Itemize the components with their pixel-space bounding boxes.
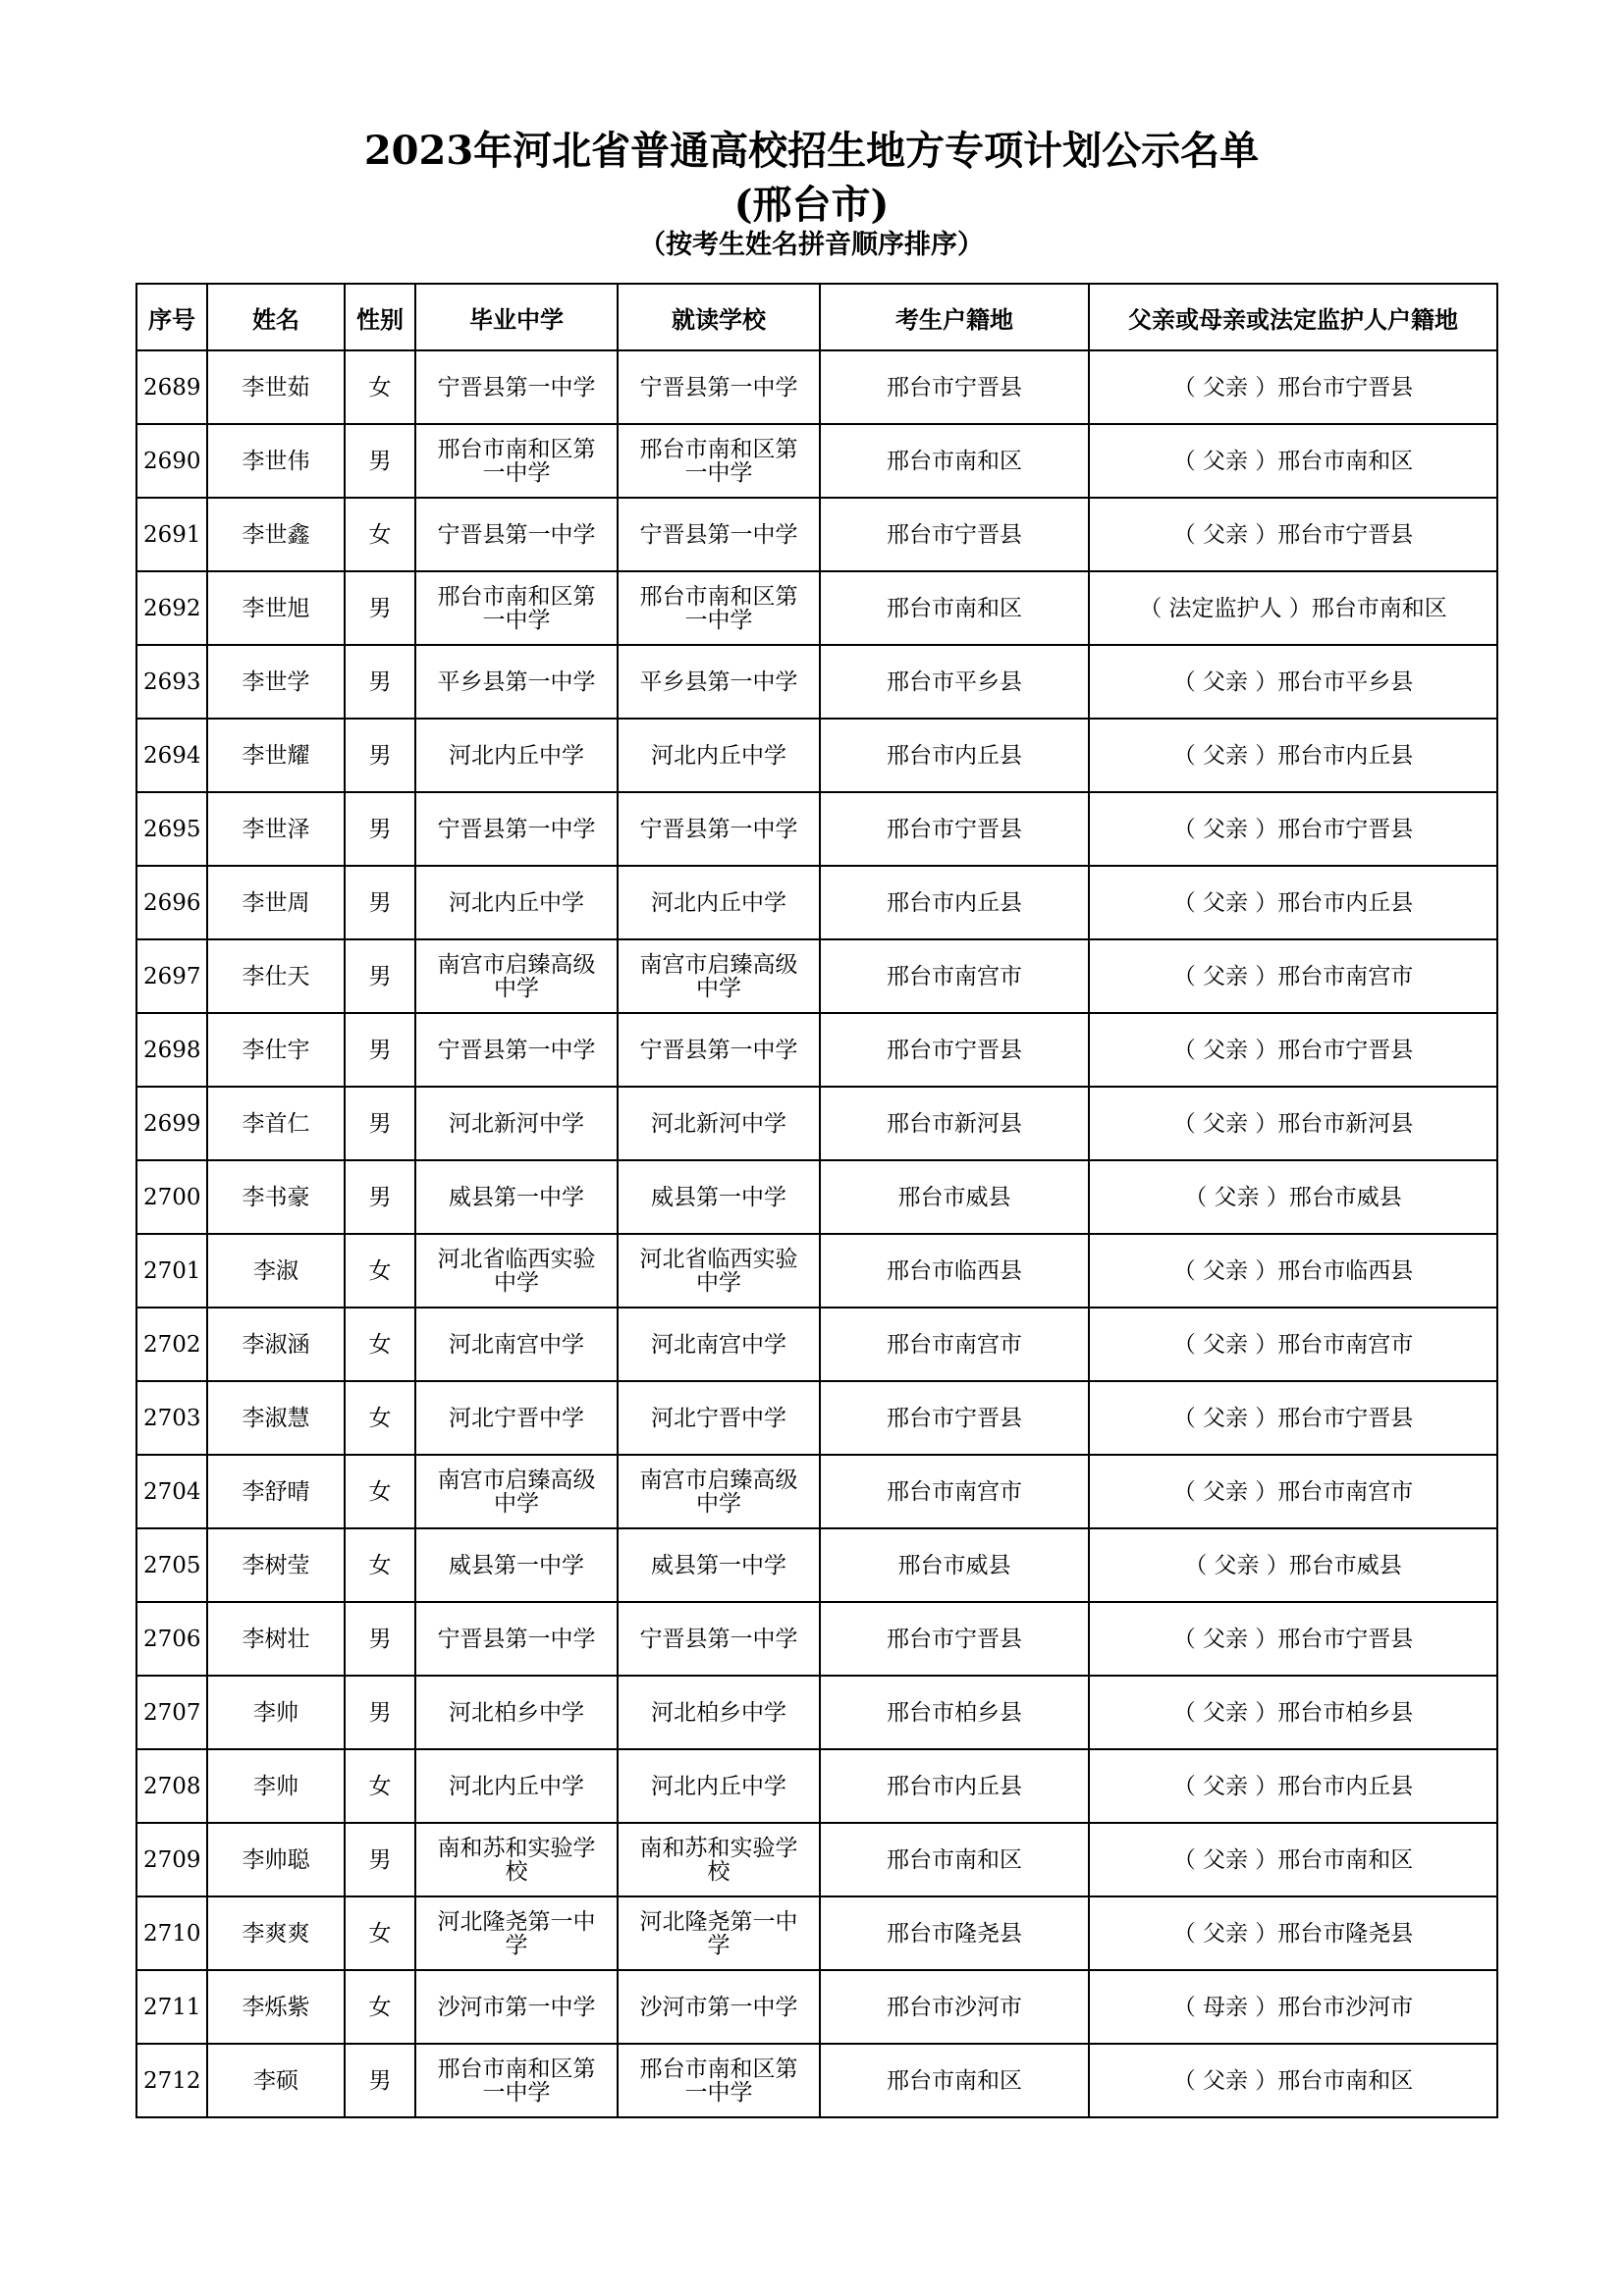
cell-household: 邢台市内丘县 xyxy=(820,866,1089,939)
cell-gender: 男 xyxy=(345,1823,415,1896)
cell-index: 2697 xyxy=(136,939,207,1013)
cell-household: 邢台市南宫市 xyxy=(820,939,1089,1013)
cell-graduated-school: 河北内丘中学 xyxy=(415,1749,618,1823)
cell-name: 李书豪 xyxy=(207,1160,345,1234)
sort-note: （按考生姓名拼音顺序排序） xyxy=(639,230,984,260)
cell-graduated-school: 平乡县第一中学 xyxy=(415,645,618,719)
cell-index: 2700 xyxy=(136,1160,207,1234)
cell-gender: 女 xyxy=(345,1528,415,1602)
col-header-gender: 性别 xyxy=(345,284,415,350)
cell-guardian-household: （ 法定监护人 ）邢台市南和区 xyxy=(1089,571,1497,645)
cell-index: 2694 xyxy=(136,719,207,792)
cell-gender: 男 xyxy=(345,719,415,792)
cell-graduated-school: 宁晋县第一中学 xyxy=(415,792,618,866)
cell-graduated-school: 南和苏和实验学校 xyxy=(415,1823,618,1896)
cell-household: 邢台市宁晋县 xyxy=(820,498,1089,571)
cell-current-school: 河北南宫中学 xyxy=(618,1308,820,1381)
table-row xyxy=(136,1749,1497,1823)
table-row xyxy=(136,792,1497,866)
cell-guardian-household: （ 父亲 ）邢台市内丘县 xyxy=(1089,866,1497,939)
cell-graduated-school: 河北南宫中学 xyxy=(415,1308,618,1381)
cell-index: 2699 xyxy=(136,1087,207,1160)
cell-current-school: 宁晋县第一中学 xyxy=(618,1602,820,1676)
cell-graduated-school: 河北内丘中学 xyxy=(415,719,618,792)
cell-index: 2708 xyxy=(136,1749,207,1823)
cell-name: 李硕 xyxy=(207,2044,345,2117)
cell-name: 李淑 xyxy=(207,1234,345,1308)
cell-index: 2696 xyxy=(136,866,207,939)
cell-household: 邢台市沙河市 xyxy=(820,1970,1089,2044)
cell-gender: 女 xyxy=(345,1234,415,1308)
cell-household: 邢台市宁晋县 xyxy=(820,1013,1089,1087)
cell-gender: 男 xyxy=(345,645,415,719)
cell-guardian-household: （ 父亲 ）邢台市宁晋县 xyxy=(1089,1013,1497,1087)
cell-graduated-school: 邢台市南和区第一中学 xyxy=(415,2044,618,2117)
cell-name: 李世周 xyxy=(207,866,345,939)
cell-guardian-household: （ 父亲 ）邢台市内丘县 xyxy=(1089,719,1497,792)
cell-graduated-school: 威县第一中学 xyxy=(415,1528,618,1602)
cell-name: 李世旭 xyxy=(207,571,345,645)
cell-index: 2705 xyxy=(136,1528,207,1602)
cell-household: 邢台市南宫市 xyxy=(820,1455,1089,1528)
cell-current-school: 邢台市南和区第一中学 xyxy=(618,571,820,645)
table-row xyxy=(136,2044,1497,2117)
cell-graduated-school: 南宫市启臻高级中学 xyxy=(415,939,618,1013)
cell-graduated-school: 宁晋县第一中学 xyxy=(415,350,618,424)
cell-guardian-household: （ 母亲 ）邢台市沙河市 xyxy=(1089,1970,1497,2044)
table-row xyxy=(136,1308,1497,1381)
cell-index: 2702 xyxy=(136,1308,207,1381)
table-row xyxy=(136,1381,1497,1455)
cell-household: 邢台市平乡县 xyxy=(820,645,1089,719)
cell-index: 2689 xyxy=(136,350,207,424)
cell-current-school: 邢台市南和区第一中学 xyxy=(618,424,820,498)
cell-guardian-household: （ 父亲 ）邢台市宁晋县 xyxy=(1089,498,1497,571)
cell-household: 邢台市新河县 xyxy=(820,1087,1089,1160)
table-row xyxy=(136,1234,1497,1308)
cell-current-school: 南宫市启臻高级中学 xyxy=(618,939,820,1013)
cell-graduated-school: 南宫市启臻高级中学 xyxy=(415,1455,618,1528)
cell-current-school: 河北内丘中学 xyxy=(618,866,820,939)
cell-household: 邢台市宁晋县 xyxy=(820,1381,1089,1455)
cell-graduated-school: 沙河市第一中学 xyxy=(415,1970,618,2044)
table-row xyxy=(136,1823,1497,1896)
cell-graduated-school: 威县第一中学 xyxy=(415,1160,618,1234)
cell-gender: 女 xyxy=(345,498,415,571)
cell-name: 李世鑫 xyxy=(207,498,345,571)
cell-current-school: 邢台市南和区第一中学 xyxy=(618,2044,820,2117)
cell-household: 邢台市临西县 xyxy=(820,1234,1089,1308)
cell-name: 李淑涵 xyxy=(207,1308,345,1381)
cell-index: 2690 xyxy=(136,424,207,498)
cell-household: 邢台市内丘县 xyxy=(820,719,1089,792)
col-header-current-school: 就读学校 xyxy=(618,284,820,350)
cell-name: 李淑慧 xyxy=(207,1381,345,1455)
cell-index: 2712 xyxy=(136,2044,207,2117)
cell-guardian-household: （ 父亲 ）邢台市宁晋县 xyxy=(1089,1602,1497,1676)
cell-household: 邢台市威县 xyxy=(820,1528,1089,1602)
cell-household: 邢台市柏乡县 xyxy=(820,1676,1089,1749)
cell-current-school: 河北柏乡中学 xyxy=(618,1676,820,1749)
cell-guardian-household: （ 父亲 ）邢台市南宫市 xyxy=(1089,1308,1497,1381)
table-row xyxy=(136,498,1497,571)
table-row xyxy=(136,1160,1497,1234)
table-row xyxy=(136,1602,1497,1676)
cell-current-school: 宁晋县第一中学 xyxy=(618,498,820,571)
cell-gender: 男 xyxy=(345,2044,415,2117)
cell-index: 2709 xyxy=(136,1823,207,1896)
cell-index: 2691 xyxy=(136,498,207,571)
col-header-name: 姓名 xyxy=(207,284,345,350)
cell-guardian-household: （ 父亲 ）邢台市柏乡县 xyxy=(1089,1676,1497,1749)
cell-graduated-school: 宁晋县第一中学 xyxy=(415,1602,618,1676)
cell-household: 邢台市南和区 xyxy=(820,424,1089,498)
cell-gender: 男 xyxy=(345,1087,415,1160)
cell-name: 李烁紫 xyxy=(207,1970,345,2044)
cell-gender: 男 xyxy=(345,571,415,645)
cell-name: 李世伟 xyxy=(207,424,345,498)
table-row xyxy=(136,424,1497,498)
cell-current-school: 河北内丘中学 xyxy=(618,719,820,792)
cell-name: 李帅聪 xyxy=(207,1823,345,1896)
roster-table xyxy=(135,283,1498,2118)
cell-guardian-household: （ 父亲 ）邢台市宁晋县 xyxy=(1089,792,1497,866)
table-row xyxy=(136,1528,1497,1602)
cell-household: 邢台市内丘县 xyxy=(820,1749,1089,1823)
cell-index: 2701 xyxy=(136,1234,207,1308)
table-row xyxy=(136,1455,1497,1528)
cell-index: 2707 xyxy=(136,1676,207,1749)
table-row xyxy=(136,1013,1497,1087)
cell-gender: 男 xyxy=(345,792,415,866)
cell-gender: 女 xyxy=(345,1455,415,1528)
cell-household: 邢台市南和区 xyxy=(820,2044,1089,2117)
cell-name: 李仕天 xyxy=(207,939,345,1013)
table-header-row xyxy=(136,284,1497,350)
cell-current-school: 威县第一中学 xyxy=(618,1528,820,1602)
cell-gender: 女 xyxy=(345,1308,415,1381)
cell-graduated-school: 邢台市南和区第一中学 xyxy=(415,571,618,645)
cell-index: 2695 xyxy=(136,792,207,866)
table-row xyxy=(136,1970,1497,2044)
cell-index: 2711 xyxy=(136,1970,207,2044)
cell-gender: 女 xyxy=(345,350,415,424)
table-row xyxy=(136,1087,1497,1160)
cell-gender: 女 xyxy=(345,1896,415,1970)
col-header-index: 序号 xyxy=(136,284,207,350)
cell-current-school: 平乡县第一中学 xyxy=(618,645,820,719)
cell-current-school: 河北新河中学 xyxy=(618,1087,820,1160)
cell-graduated-school: 邢台市南和区第一中学 xyxy=(415,424,618,498)
table-row xyxy=(136,1676,1497,1749)
cell-guardian-household: （ 父亲 ）邢台市南和区 xyxy=(1089,424,1497,498)
col-header-guardian-household: 父亲或母亲或法定监护人户籍地 xyxy=(1089,284,1497,350)
cell-household: 邢台市宁晋县 xyxy=(820,1602,1089,1676)
cell-guardian-household: （ 父亲 ）邢台市南和区 xyxy=(1089,2044,1497,2117)
cell-current-school: 宁晋县第一中学 xyxy=(618,792,820,866)
cell-current-school: 南和苏和实验学校 xyxy=(618,1823,820,1896)
document-title: 2023年河北省普通高校招生地方专项计划公示名单 xyxy=(363,128,1260,174)
cell-gender: 女 xyxy=(345,1381,415,1455)
cell-guardian-household: （ 父亲 ）邢台市宁晋县 xyxy=(1089,350,1497,424)
cell-current-school: 威县第一中学 xyxy=(618,1160,820,1234)
cell-graduated-school: 宁晋县第一中学 xyxy=(415,498,618,571)
cell-current-school: 沙河市第一中学 xyxy=(618,1970,820,2044)
cell-guardian-household: （ 父亲 ）邢台市威县 xyxy=(1089,1528,1497,1602)
cell-name: 李树壮 xyxy=(207,1602,345,1676)
cell-gender: 男 xyxy=(345,1602,415,1676)
cell-household: 邢台市宁晋县 xyxy=(820,792,1089,866)
cell-current-school: 宁晋县第一中学 xyxy=(618,350,820,424)
cell-guardian-household: （ 父亲 ）邢台市南宫市 xyxy=(1089,939,1497,1013)
cell-name: 李帅 xyxy=(207,1749,345,1823)
cell-index: 2693 xyxy=(136,645,207,719)
cell-name: 李世泽 xyxy=(207,792,345,866)
table-row xyxy=(136,350,1497,424)
cell-current-school: 河北隆尧第一中学 xyxy=(618,1896,820,1970)
cell-current-school: 南宫市启臻高级中学 xyxy=(618,1455,820,1528)
table-row xyxy=(136,1896,1497,1970)
cell-gender: 男 xyxy=(345,939,415,1013)
cell-household: 邢台市隆尧县 xyxy=(820,1896,1089,1970)
cell-graduated-school: 河北宁晋中学 xyxy=(415,1381,618,1455)
table-row xyxy=(136,866,1497,939)
cell-index: 2704 xyxy=(136,1455,207,1528)
cell-name: 李舒晴 xyxy=(207,1455,345,1528)
cell-current-school: 河北内丘中学 xyxy=(618,1749,820,1823)
cell-gender: 女 xyxy=(345,1749,415,1823)
table-row xyxy=(136,571,1497,645)
cell-guardian-household: （ 父亲 ）邢台市南宫市 xyxy=(1089,1455,1497,1528)
cell-name: 李首仁 xyxy=(207,1087,345,1160)
cell-household: 邢台市南和区 xyxy=(820,571,1089,645)
cell-name: 李仕宇 xyxy=(207,1013,345,1087)
document-subtitle: (邢台市) xyxy=(733,182,890,228)
cell-graduated-school: 河北新河中学 xyxy=(415,1087,618,1160)
cell-guardian-household: （ 父亲 ）邢台市宁晋县 xyxy=(1089,1381,1497,1455)
table-row xyxy=(136,939,1497,1013)
cell-name: 李世茹 xyxy=(207,350,345,424)
cell-graduated-school: 河北内丘中学 xyxy=(415,866,618,939)
cell-gender: 男 xyxy=(345,866,415,939)
cell-gender: 女 xyxy=(345,1970,415,2044)
cell-index: 2692 xyxy=(136,571,207,645)
cell-gender: 男 xyxy=(345,1013,415,1087)
cell-current-school: 河北宁晋中学 xyxy=(618,1381,820,1455)
cell-household: 邢台市威县 xyxy=(820,1160,1089,1234)
cell-guardian-household: （ 父亲 ）邢台市威县 xyxy=(1089,1160,1497,1234)
cell-household: 邢台市宁晋县 xyxy=(820,350,1089,424)
cell-guardian-household: （ 父亲 ）邢台市南和区 xyxy=(1089,1823,1497,1896)
cell-guardian-household: （ 父亲 ）邢台市内丘县 xyxy=(1089,1749,1497,1823)
cell-guardian-household: （ 父亲 ）邢台市平乡县 xyxy=(1089,645,1497,719)
cell-index: 2706 xyxy=(136,1602,207,1676)
cell-graduated-school: 宁晋县第一中学 xyxy=(415,1013,618,1087)
cell-name: 李爽爽 xyxy=(207,1896,345,1970)
cell-gender: 男 xyxy=(345,424,415,498)
cell-name: 李树莹 xyxy=(207,1528,345,1602)
cell-household: 邢台市南和区 xyxy=(820,1823,1089,1896)
cell-name: 李世耀 xyxy=(207,719,345,792)
cell-graduated-school: 河北隆尧第一中学 xyxy=(415,1896,618,1970)
cell-index: 2703 xyxy=(136,1381,207,1455)
cell-graduated-school: 河北柏乡中学 xyxy=(415,1676,618,1749)
table-row xyxy=(136,719,1497,792)
cell-index: 2710 xyxy=(136,1896,207,1970)
cell-current-school: 河北省临西实验中学 xyxy=(618,1234,820,1308)
table-row xyxy=(136,645,1497,719)
col-header-household: 考生户籍地 xyxy=(820,284,1089,350)
cell-name: 李帅 xyxy=(207,1676,345,1749)
col-header-graduated-school: 毕业中学 xyxy=(415,284,618,350)
cell-index: 2698 xyxy=(136,1013,207,1087)
cell-household: 邢台市南宫市 xyxy=(820,1308,1089,1381)
cell-guardian-household: （ 父亲 ）邢台市隆尧县 xyxy=(1089,1896,1497,1970)
cell-gender: 男 xyxy=(345,1160,415,1234)
cell-gender: 男 xyxy=(345,1676,415,1749)
cell-guardian-household: （ 父亲 ）邢台市临西县 xyxy=(1089,1234,1497,1308)
cell-guardian-household: （ 父亲 ）邢台市新河县 xyxy=(1089,1087,1497,1160)
cell-current-school: 宁晋县第一中学 xyxy=(618,1013,820,1087)
cell-graduated-school: 河北省临西实验中学 xyxy=(415,1234,618,1308)
cell-name: 李世学 xyxy=(207,645,345,719)
